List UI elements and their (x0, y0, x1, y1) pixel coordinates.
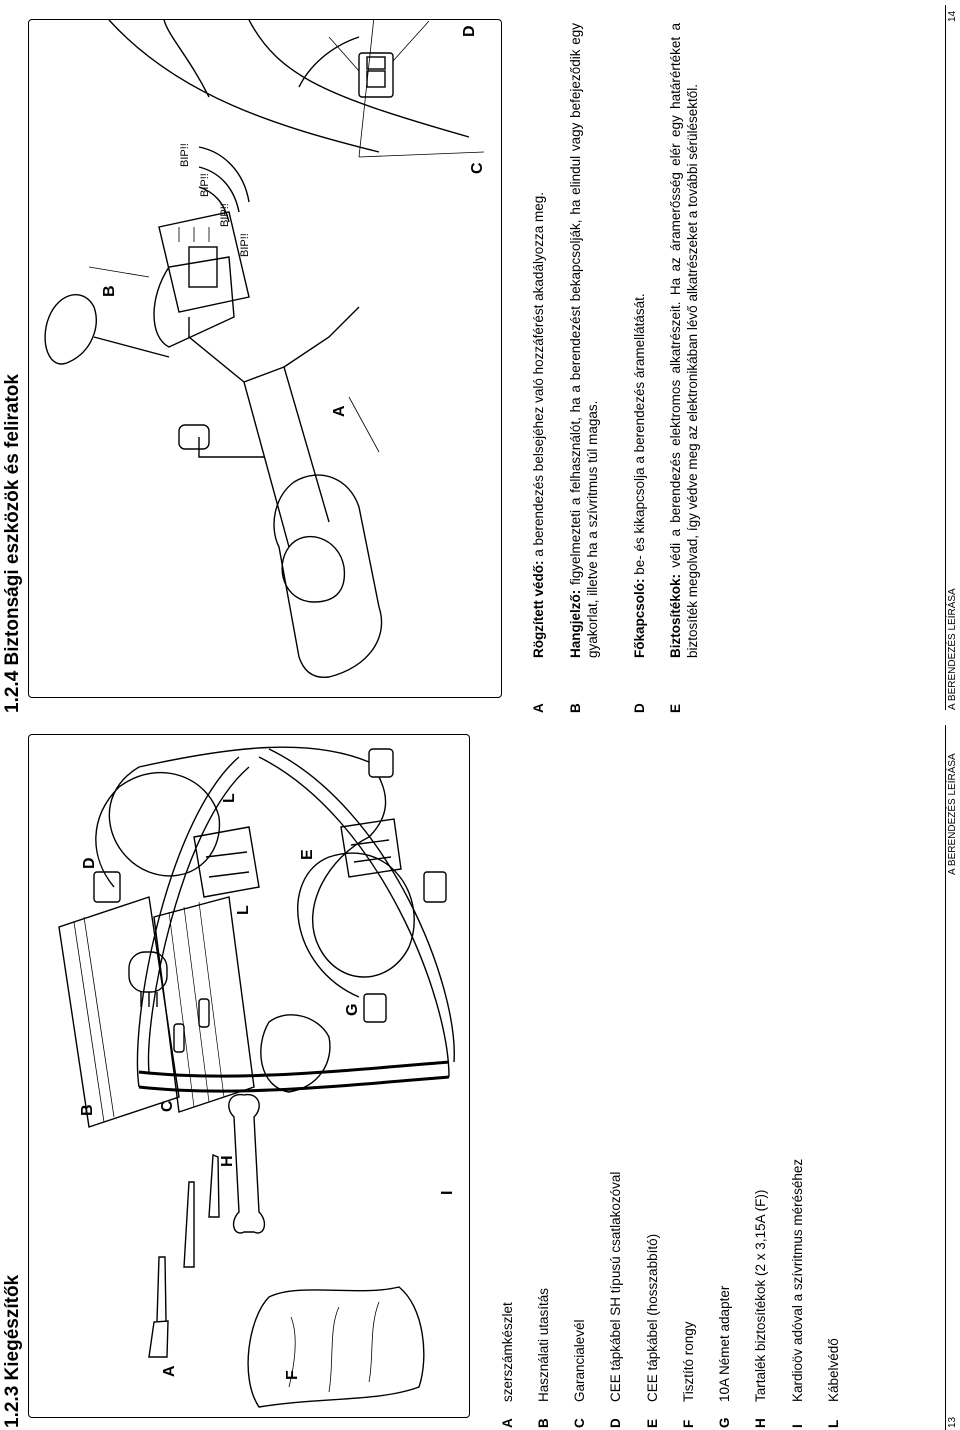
accessory-item: G10A Német adapter (717, 1285, 732, 1428)
beep-text: BIP!! (199, 173, 211, 197)
accessory-item: Aszerszámkészlet (500, 1302, 515, 1428)
safety-desc-a: A Rögzített védő: a berendezés belsejéhez való hozzáférést akadályozza meg. (531, 192, 546, 713)
beep-text: BIP!! (179, 143, 191, 167)
accessory-item: IKardioöv adóval a szívritmus méréséhez (790, 1158, 805, 1428)
bike-label-a: A (331, 405, 348, 417)
beep-text: BIP!! (219, 203, 231, 227)
figure-label-b: B (79, 1104, 96, 1116)
figure-label-l-1: L (235, 905, 252, 915)
figure-label-c: C (159, 1100, 176, 1112)
bike-label-b: B (101, 285, 118, 297)
accessory-item: CGarancialevél (572, 1319, 587, 1428)
figure-label-d: D (81, 857, 98, 869)
bike-label-c: C (469, 162, 486, 174)
accessory-item: HTartalék biztosítékok (2 x 3,15A (F)) (753, 1189, 768, 1428)
figure-label-a: A (161, 1365, 178, 1377)
section-title-safety: 1.2.4 Biztonsági eszközök és feliratok (2, 374, 23, 713)
footer-rule (945, 5, 946, 710)
safety-desc-d: D Főkapcsoló: be- és kikapcsolja a berendezés áramellátását. (632, 293, 647, 713)
beep-text: BIP!! (239, 233, 251, 257)
figure-label-l-2: L (221, 793, 238, 803)
accessory-item: LKábelvédő (826, 1338, 841, 1428)
accessory-item: BHasználati utasítás (536, 1287, 551, 1428)
bike-figure (28, 19, 502, 698)
page-number: 14 (947, 10, 958, 22)
accessory-item: DCEE tápkábel SH típusú csatlakozóval (608, 1171, 623, 1428)
figure-label-h: H (219, 1155, 236, 1167)
section-title-accessories: 1.2.3 Kiegészítők (2, 1274, 23, 1428)
bike-illustration (29, 20, 501, 697)
footer-text: A BERENDEZÉS LEÍRÁSA (947, 753, 958, 875)
safety-desc-e: E Biztosítékok: védi a berendezés elektromos alkatrészeit. Ha az áramerősség elér egy határértéket a biztosíték megolvad, így védve meg az elektronikában lévő alkatrészeket a további sérülésektől. (668, 23, 700, 713)
page-13 (0, 715, 960, 1430)
figure-label-e: E (299, 849, 316, 860)
page-number: 13 (947, 1416, 958, 1428)
footer-rule (945, 725, 946, 1430)
accessory-item: ECEE tápkábel (hosszabbító) (645, 1233, 660, 1428)
figure-label-f: F (284, 1370, 301, 1380)
accessories-figure (28, 734, 470, 1418)
bike-label-d: D (461, 25, 478, 37)
figure-label-g: G (344, 1003, 361, 1016)
accessory-item: FTisztító rongy (681, 1321, 696, 1428)
figure-label-i: I (439, 1190, 456, 1195)
safety-desc-b: B Hangjelző: figyelmezteti a felhasználót, ha a berendezést bekapcsolják, ha elindul vagy befejeződik egy gyakorlat, illetve ha a szívritmus túl magas. (568, 23, 600, 713)
accessories-illustration (29, 735, 469, 1417)
footer-text: A BERENDEZÉS LEÍRÁSA (947, 588, 958, 710)
